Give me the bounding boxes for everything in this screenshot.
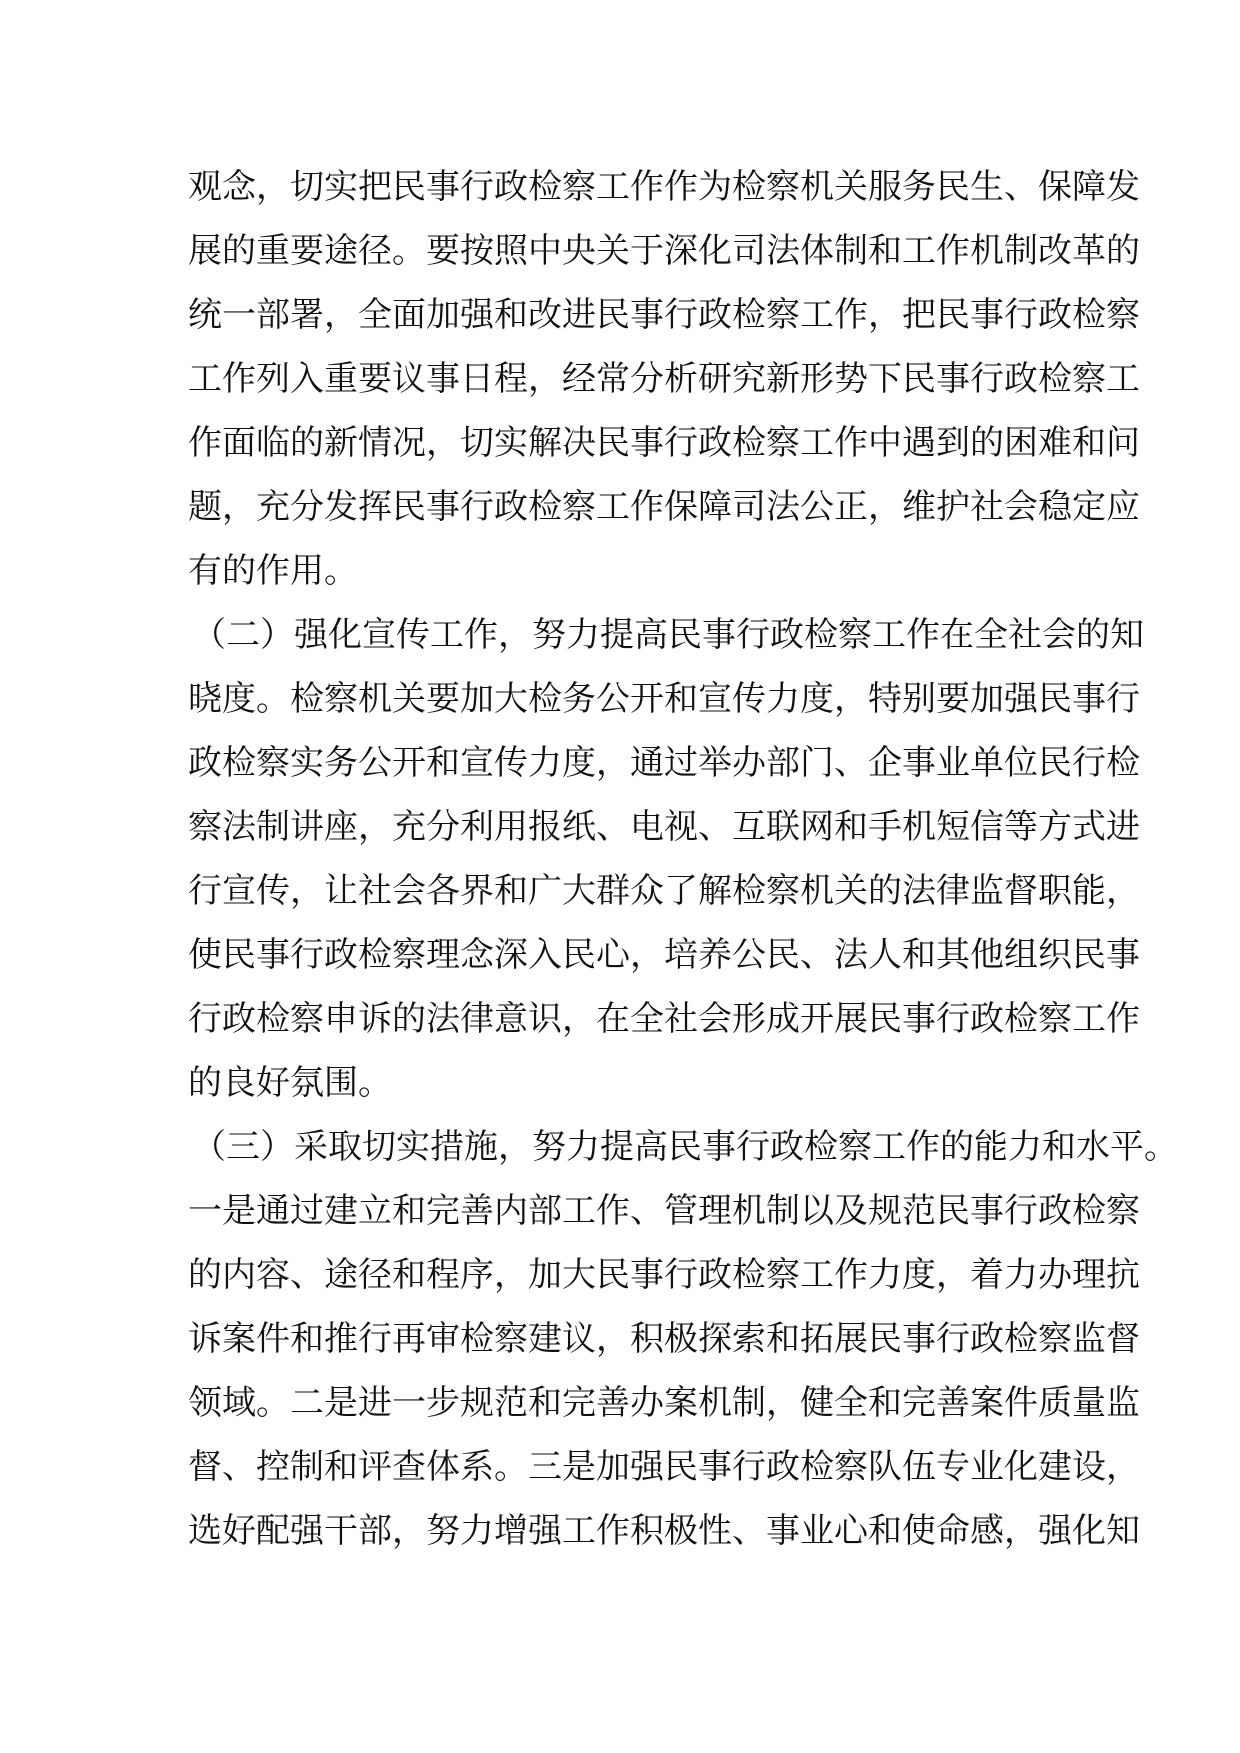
text-line: 观念，切实把民事行政检察工作作为检察机关服务民生、保障发 [188, 167, 1140, 207]
body-text [188, 155, 1178, 1563]
text-line: 晓度。检察机关要加大检务公开和宣传力度，特别要加强民事行 [188, 679, 1140, 719]
text-line: 诉案件和推行再审检察建议，积极探索和拓展民事行政检察监督 [188, 1319, 1140, 1359]
text-line: 督、控制和评查体系。三是加强民事行政检察队伍专业化建设， [188, 1447, 1140, 1487]
text-line: 政检察实务公开和宣传力度，通过举办部门、企事业单位民行检 [188, 743, 1140, 783]
text-line: 作面临的新情况，切实解决民事行政检察工作中遇到的困难和问 [188, 423, 1140, 463]
section-heading-line: （二）强化宣传工作，努力提高民事行政检察工作在全社会的知 [192, 615, 1144, 655]
text-line: 展的重要途径。要按照中央关于深化司法体制和工作机制改革的 [188, 231, 1140, 271]
text-line: 使民事行政检察理念深入民心，培养公民、法人和其他组织民事 [188, 935, 1140, 975]
text-line: 的良好氛围。 [188, 1063, 392, 1103]
text-line: 领域。二是进一步规范和完善办案机制，健全和完善案件质量监 [188, 1383, 1140, 1423]
text-line: 有的作用。 [188, 551, 358, 591]
text-line: 选好配强干部，努力增强工作积极性、事业心和使命感，强化知 [188, 1511, 1140, 1551]
text-line: 题，充分发挥民事行政检察工作保障司法公正，维护社会稳定应 [188, 487, 1140, 527]
text-line: 的内容、途径和程序，加大民事行政检察工作力度，着力办理抗 [188, 1255, 1140, 1295]
text-line: 一是通过建立和完善内部工作、管理机制以及规范民事行政检察 [188, 1191, 1140, 1231]
text-line: 统一部署，全面加强和改进民事行政检察工作，把民事行政检察 [188, 295, 1140, 335]
section-heading-line: （三）采取切实措施，努力提高民事行政检察工作的能力和水平。 [192, 1127, 1178, 1167]
text-line: 工作列入重要议事日程，经常分析研究新形势下民事行政检察工 [188, 359, 1140, 399]
text-line: 行政检察申诉的法律意识，在全社会形成开展民事行政检察工作 [188, 999, 1140, 1039]
text-line: 察法制讲座，充分利用报纸、电视、互联网和手机短信等方式进 [188, 807, 1140, 847]
text-line: 行宣传，让社会各界和广大群众了解检察机关的法律监督职能， [188, 871, 1140, 911]
